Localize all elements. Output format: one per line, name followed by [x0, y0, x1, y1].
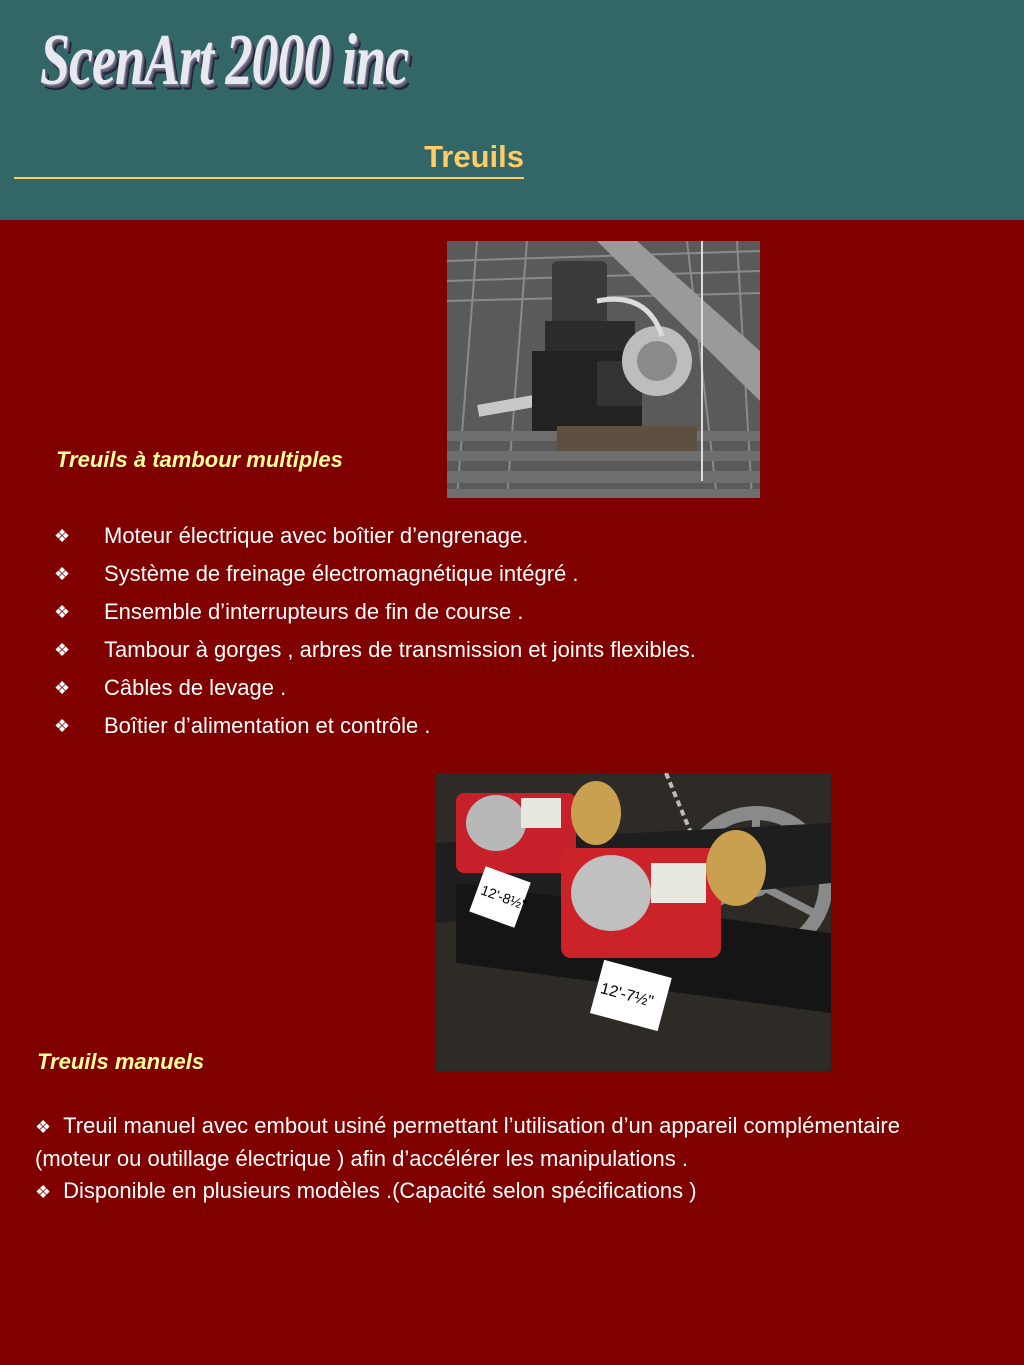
size-label-1: 12'-8½"	[478, 881, 529, 913]
list-item: ❖ Système de freinage électromagnétique intégré .	[54, 559, 696, 597]
list-item: ❖ Tambour à gorges , arbres de transmission et joints flexibles.	[54, 635, 696, 673]
drum-winch-heading: Treuils à tambour multiples	[56, 447, 343, 472]
drum-winch-photo	[447, 241, 760, 498]
list-item: ❖ Disponible en plusieurs modèles .(Capacité selon spécifications )	[35, 1178, 697, 1203]
diamond-bullet-icon: ❖	[54, 602, 71, 622]
company-logo: ScenArt 2000 inc	[40, 19, 409, 101]
manual-winch-heading: Treuils manuels	[37, 1049, 205, 1074]
list-item: ❖ Câbles de levage .	[54, 673, 696, 711]
diamond-bullet-icon: ❖	[54, 716, 71, 736]
size-label-2: 12'-7½"	[598, 980, 656, 1011]
diamond-bullet-icon: ❖	[54, 640, 71, 660]
header-bar	[0, 0, 1024, 220]
list-item: ❖ Ensemble d’interrupteurs de fin de course .	[54, 597, 696, 635]
list-item: ❖ Boîtier d’alimentation et contrôle .	[54, 711, 696, 749]
list-item: ❖ Treuil manuel avec embout usiné permettant l’utilisation d’un appareil complémentaire (moteur ou outillage électrique ) afin d’accélérer les manipulations .	[35, 1113, 900, 1171]
manual-winch-photo	[436, 773, 831, 1071]
page-title: Treuils	[14, 138, 524, 179]
diamond-bullet-icon: ❖	[54, 526, 71, 546]
diamond-bullet-icon: ❖	[35, 1182, 52, 1202]
manual-winch-description	[35, 1110, 915, 1208]
diamond-bullet-icon: ❖	[54, 564, 71, 584]
drum-winch-feature-list	[54, 521, 696, 749]
diamond-bullet-icon: ❖	[54, 678, 71, 698]
list-item: ❖ Moteur électrique avec boîtier d’engrenage.	[54, 521, 696, 559]
diamond-bullet-icon: ❖	[35, 1117, 52, 1137]
